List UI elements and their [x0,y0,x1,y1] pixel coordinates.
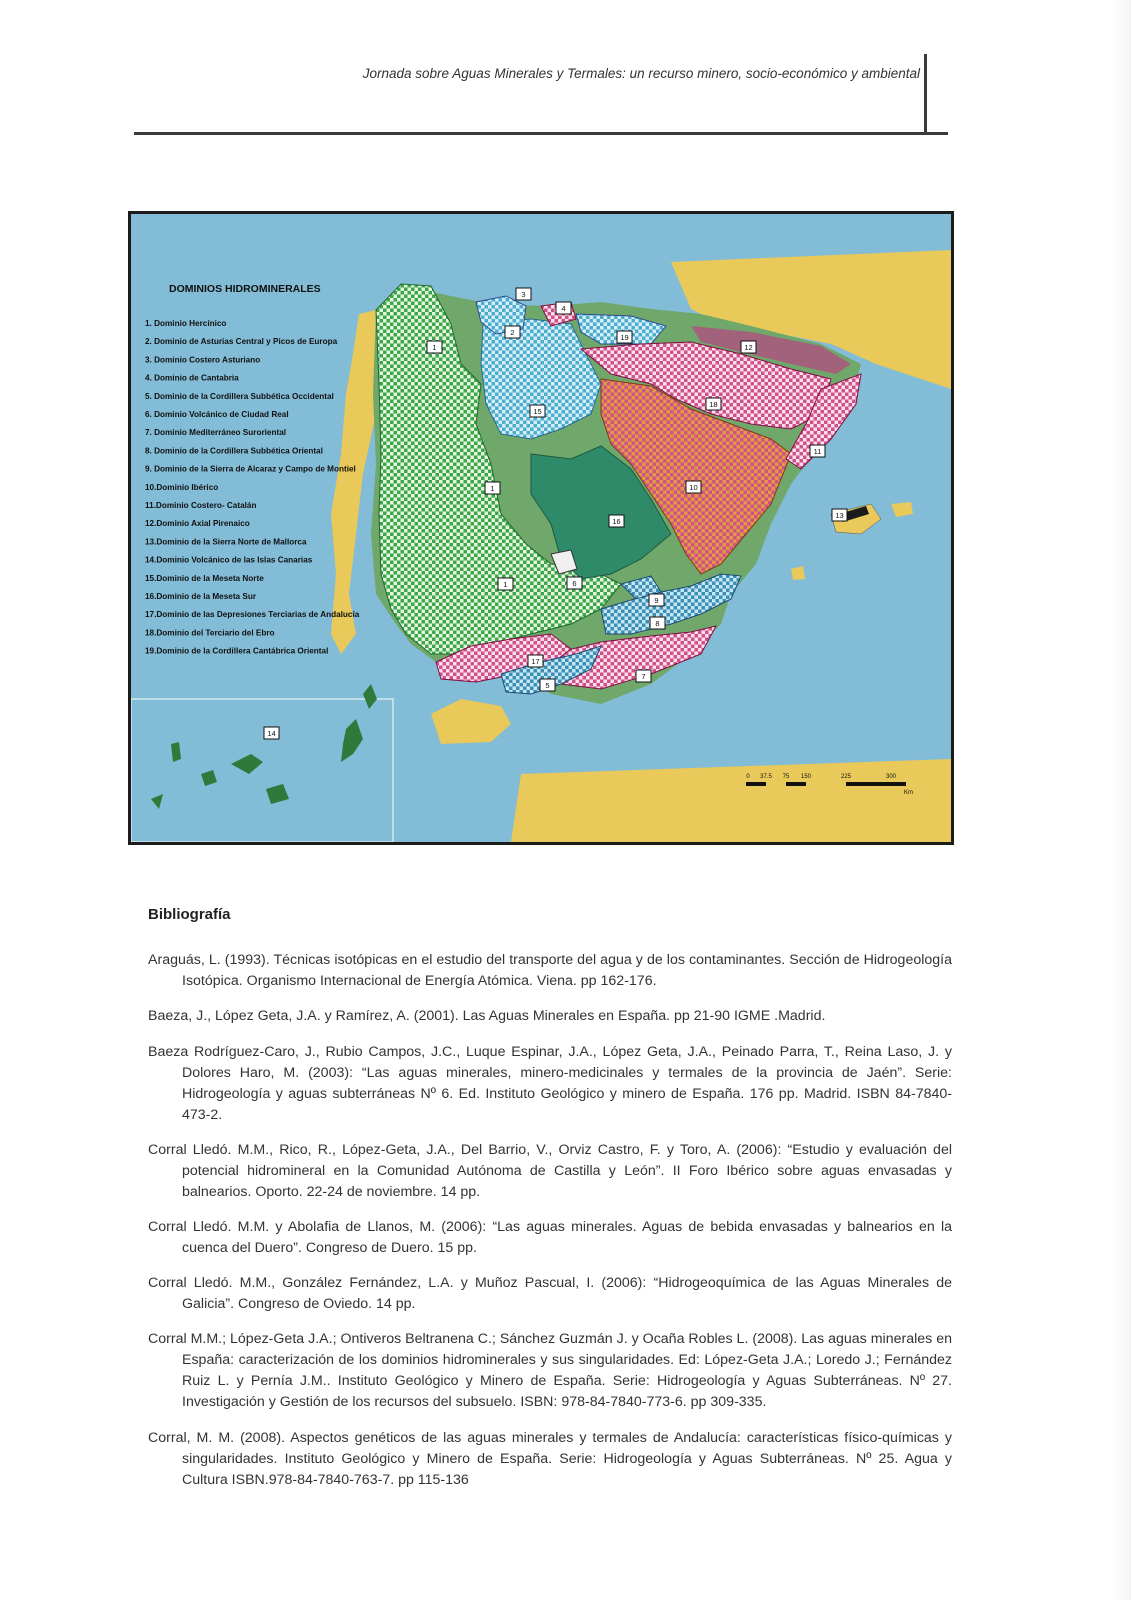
region-label-4 [556,302,571,314]
region-label-1 [485,482,500,494]
reference-item: Baeza, J., López Geta, J.A. y Ramírez, A. (2001). Las Aguas Minerales en España. pp 21-90 IGME .Madrid. [148,1008,826,1025]
scale-tick: 150 [800,774,812,780]
bibliography-title: Bibliografía [148,906,231,923]
svg-text:11: 11 [813,447,822,456]
region-label-17 [528,655,543,667]
canary-inset [131,699,393,842]
legend-item: 13.Dominio de la Sierra Norte de Mallorca [145,537,307,547]
region-label-7 [636,670,651,682]
svg-text:14: 14 [267,729,276,738]
region-label-1 [498,578,513,590]
scale-unit: Km [904,790,913,796]
legend-item: 19.Dominio de la Cordillera Cantábrica Oriental [145,646,329,656]
svg-text:2: 2 [510,328,515,337]
legend-item: 14.Dominio Volcánico de las Islas Canarias [145,555,313,565]
scale-tick: 0 [746,774,750,780]
region-label-8 [650,617,665,629]
region-label-1 [427,341,442,353]
svg-text:18: 18 [709,400,718,409]
region-label-14 [264,727,279,739]
reference-item: Corral Lledó. M.M. y Abolafia de Llanos, M. (2006): “Las aguas minerales. Aguas de bebida envasadas y balnearios en la cuenca del Duero”. Congreso de Duero. 15 pp. [148,1218,952,1256]
region-label-19 [617,331,632,343]
region-label-13 [832,509,847,521]
legend-item: 1. Dominio Hercínico [145,319,227,328]
svg-text:9: 9 [654,596,659,605]
legend-title: DOMINIOS HIDROMINERALES [169,283,321,295]
reference-item: Araguás, L. (1993). Técnicas isotópicas en el estudio del transporte del agua y de los contaminantes. Sección de Hidrogeología Isotópica. Organismo Internacional de Energía Atómica. Viena. pp 162-176. [148,952,952,990]
region-label-18 [706,398,721,410]
region-label-15 [530,405,545,417]
legend-item: 6. Dominio Volcánico de Ciudad Real [145,410,289,419]
region-label-5 [540,679,555,691]
svg-text:4: 4 [561,304,566,313]
scan-edge [1112,0,1131,1600]
scale-tick: 37.5 [760,774,772,780]
legend-item: 2. Dominio de Asturias Central y Picos de Europa [145,337,338,347]
svg-text:15: 15 [533,407,542,416]
region-label-9 [649,594,664,606]
region-label-11 [810,445,825,457]
region-label-6 [567,577,582,589]
header-vertical-bar [924,54,927,134]
legend-item: 9. Dominio de la Sierra de Alcaraz y Campo de Montiel [145,464,356,474]
scale-tick: 75 [782,774,790,780]
reference-item: Corral Lledó. M.M., Rico, R., López-Geta, J.A., Del Barrio, V., Orviz Castro, F. y Toro, A. (2006): “Estudio y evaluación del potencial hidromineral en la Comunidad Autónoma de Castilla y León”. II Foro Ibérico sobre aguas envasadas y balnearios. Oporto. 22-24 de noviembre. 14 pp. [148,1141,952,1200]
reference-item: Corral Lledó. M.M., González Fernández, L.A. y Muñoz Pascual, I. (2006): “Hidrogeoquímica de las Aguas Minerales de Galicia”. Congreso de Oviedo. 14 pp. [148,1275,952,1313]
svg-text:12: 12 [744,343,753,352]
scale-tick: 225 [840,774,852,780]
svg-text:6: 6 [572,579,577,588]
reference-item: Corral, M. M. (2008). Aspectos genéticos de las aguas minerales y termales de Andalucía: características físico-químicas y singularidades. Instituto Geológico y Minero de España. Serie: Hidrogeología y Aguas Subterráneas. Nº 25. Agua y Cultura ISBN.978-84-7840-763-7. pp 115-136 [148,1429,952,1488]
legend-item: 3. Dominio Costero Asturiano [145,355,261,365]
svg-text:1: 1 [432,343,437,352]
legend-item: 12.Dominio Axial Pirenaico [145,519,250,529]
svg-text:8: 8 [655,619,660,628]
header-rule [134,132,948,135]
legend-item: 7. Dominio Mediterráneo Suroriental [145,428,287,438]
reference-list [148,936,952,1501]
svg-text:17: 17 [531,657,540,666]
legend-item: 18.Dominio del Terciario del Ebro [145,628,275,638]
legend-item: 17.Dominio de las Depresiones Terciarias de Andalucía [145,610,360,620]
region-label-16 [609,515,624,527]
hydromineral-domains-map [128,211,954,845]
region-label-10 [686,481,701,493]
legend-item: 5. Dominio de la Cordillera Subbética Occidental [145,391,334,401]
region-label-3 [516,288,531,300]
legend-item: 11.Dominio Costero- Catalán [145,501,257,510]
running-header: Jornada sobre Aguas Minerales y Termales: un recurso minero, socio-económico y ambiental [362,66,920,81]
scale-tick: 300 [885,774,897,780]
reference-item: Corral M.M.; López-Geta J.A.; Ontiveros Beltranena C.; Sánchez Guzmán J. y Ocaña Robles L. (2008). Las aguas minerales en España: caracterización de los dominios hidrominerales y sus singularidades. Ed: López-Geta J.A.; Loredo J.; Fernández Ruiz L. y Pernía J.M.. Instituto Geológico y Minero de España. Serie: Hidrogeología y Aguas Subterráneas. Nº 27. Investigación y Gestión de los recursos del subsuelo. ISBN: 978-84-7840-773-6. pp 309-335. [148,1331,952,1411]
svg-text:19: 19 [620,333,629,342]
legend-item: 16.Dominio de la Meseta Sur [145,592,257,601]
svg-text:1: 1 [490,484,495,493]
legend-item: 8. Dominio de la Cordillera Subbética Oriental [145,446,323,456]
legend-item: 15.Dominio de la Meseta Norte [145,573,264,583]
legend-item: 10.Dominio Ibérico [145,482,219,492]
region-label-2 [505,326,520,338]
svg-text:13: 13 [835,511,844,520]
reference-item: Baeza Rodríguez-Caro, J., Rubio Campos, J.C., Luque Espinar, J.A., López Geta, J.A., Peinado Parra, T., Reina Laso, J. y Dolores Haro, M. (2003): “Las aguas minerales, minero-medicinales y termales de la provincia de Jaén”. Serie: Hidrogeología y aguas subterráneas Nº 6. Ed. Instituto Geológico y minero de España. 176 pp. Madrid. ISBN 84-7840-473-2. [148,1043,952,1123]
svg-text:7: 7 [641,672,646,681]
region-label-12 [741,341,756,353]
svg-text:16: 16 [612,517,621,526]
svg-text:5: 5 [545,681,550,690]
svg-text:3: 3 [521,290,526,299]
legend-item: 4. Dominio de Cantabria [145,373,239,383]
svg-text:1: 1 [503,580,508,589]
svg-text:10: 10 [689,483,698,492]
